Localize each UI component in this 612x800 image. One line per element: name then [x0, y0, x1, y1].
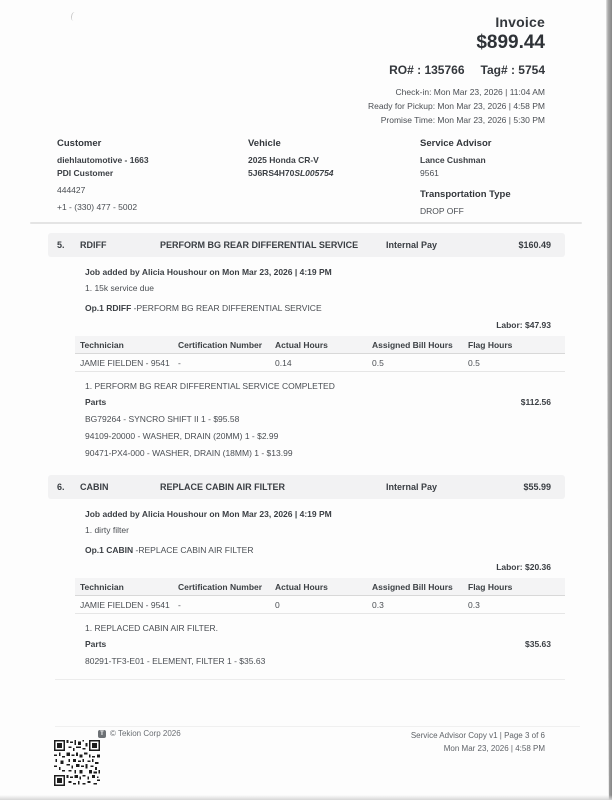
job-added-by: Job added by Alicia Houshour on Mon Mar 23, 2026 | 4:19 PM: [85, 509, 332, 519]
certification-number: -: [178, 599, 181, 610]
job-op-line: Op.1 CABIN -REPLACE CABIN AIR FILTER: [85, 545, 254, 555]
col-technician: Technician: [80, 581, 124, 592]
job-story: 1. PERFORM BG REAR DIFFERENTIAL SERVICE COMPLETED: [85, 381, 335, 391]
technician-table: [75, 578, 565, 614]
flag-hours: 0.3: [468, 599, 480, 610]
service-advisor-section: [420, 138, 565, 218]
job-concern: 1. dirty filter: [85, 525, 129, 535]
job-code: CABIN: [80, 482, 109, 492]
customer-phone: +1 - (330) 477 - 5002: [57, 202, 138, 212]
technician-name: JAMIE FIELDEN - 9541: [80, 357, 170, 368]
promise-time: Promise Time: Mon Mar 23, 2026 | 5:30 PM: [380, 115, 545, 125]
job-amount: $55.99: [523, 482, 551, 492]
job-section-rdiff: [0, 233, 612, 458]
job-labor-total: Labor: $47.93: [496, 320, 551, 330]
service-advisor-label: Service Advisor: [420, 138, 492, 149]
job-end-divider: [55, 679, 565, 680]
job-labor-total: Labor: $20.36: [496, 562, 551, 572]
job-code: RDIFF: [80, 240, 107, 250]
checkin-times: [368, 85, 545, 127]
copyright-text: © Tekion Corp 2026: [110, 729, 181, 738]
checkin-time: Check-in: Mon Mar 23, 2026 | 11:04 AM: [395, 87, 545, 97]
job-header-bar: [48, 475, 565, 499]
footer-copyright: [98, 729, 181, 738]
col-certification-number: Certification Number: [178, 581, 263, 592]
transportation-type-value: DROP OFF: [420, 206, 464, 216]
assigned-bill-hours: 0.3: [372, 599, 384, 610]
parts-total: $112.56: [520, 397, 551, 407]
job-op-line: Op.1 RDIFF -PERFORM BG REAR DIFFERENTIAL SERVICE: [85, 303, 322, 313]
job-pay-type: Internal Pay: [386, 482, 438, 492]
col-assigned-bill-hours: Assigned Bill Hours: [372, 581, 453, 592]
job-added-by: Job added by Alicia Houshour on Mon Mar 23, 2026 | 4:19 PM: [85, 267, 332, 277]
ro-number: RO# : 135766: [389, 63, 465, 77]
ro-tag-line: [368, 63, 545, 77]
parts-label: Parts: [85, 397, 107, 407]
footer-divider: [55, 726, 580, 727]
job-header-bar: [48, 233, 565, 257]
job-concern: 1. 15k service due: [85, 283, 154, 293]
parts-summary-row: [85, 639, 551, 649]
tag-number: Tag# : 5754: [480, 63, 545, 77]
technician-table: [75, 336, 565, 372]
invoice-total-amount: $899.44: [476, 32, 545, 53]
actual-hours: 0: [275, 599, 280, 610]
vehicle-section: [248, 138, 413, 180]
job-number: 6.: [57, 482, 65, 492]
part-line: 94109-20000 - WASHER, DRAIN (20MM) 1 - $2.99: [85, 431, 279, 441]
table-row: [75, 354, 565, 372]
certification-number: -: [178, 357, 181, 368]
parts-summary-row: [85, 397, 551, 407]
invoice-title: Invoice: [495, 14, 545, 30]
col-flag-hours: Flag Hours: [468, 339, 513, 350]
part-line: 80291-TF3-E01 - ELEMENT, FILTER 1 - $35.63: [85, 656, 266, 666]
table-header-row: [75, 578, 565, 596]
section-divider: [30, 222, 582, 224]
col-actual-hours: Actual Hours: [275, 339, 328, 350]
part-line: BG79264 - SYNCRO SHIFT II 1 - $95.58: [85, 414, 240, 424]
job-story: 1. REPLACED CABIN AIR FILTER.: [85, 623, 219, 633]
flag-hours: 0.5: [468, 357, 480, 368]
customer-label: Customer: [57, 138, 102, 149]
parts-label: Parts: [85, 639, 107, 649]
transportation-type-label: Transportation Type: [420, 189, 511, 200]
vehicle-model: 2025 Honda CR-V: [248, 155, 319, 165]
col-actual-hours: Actual Hours: [275, 581, 328, 592]
technician-name: JAMIE FIELDEN - 9541: [80, 599, 170, 610]
print-timestamp: Mon Mar 23, 2026 | 4:58 PM: [443, 744, 545, 753]
job-title: PERFORM BG REAR DIFFERENTIAL SERVICE: [160, 240, 359, 250]
table-header-row: [75, 336, 565, 354]
service-advisor-number: 9561: [420, 168, 439, 178]
customer-number: 444427: [57, 185, 86, 195]
job-title: REPLACE CABIN AIR FILTER: [160, 482, 285, 492]
table-row: [75, 596, 565, 614]
col-assigned-bill-hours: Assigned Bill Hours: [372, 339, 453, 350]
col-flag-hours: Flag Hours: [468, 581, 513, 592]
actual-hours: 0.14: [275, 357, 292, 368]
vehicle-vin: 5J6RS4H70SL005754: [248, 168, 334, 178]
tekion-logo-icon: T: [98, 730, 106, 738]
job-number: 5.: [57, 240, 65, 250]
scan-mark-artifact: [70, 12, 77, 22]
job-pay-type: Internal Pay: [386, 240, 438, 250]
parts-total: $35.63: [525, 639, 551, 649]
qr-code: [54, 740, 100, 786]
invoice-header: [368, 14, 545, 127]
ready-for-pickup-time: Ready for Pickup: Mon Mar 23, 2026 | 4:58 PM: [367, 101, 545, 111]
part-line: 90471-PX4-000 - WASHER, DRAIN (18MM) 1 - $13.99: [85, 448, 293, 458]
copy-version-page: Service Advisor Copy v1 | Page 3 of 6: [410, 731, 545, 740]
service-advisor-name: Lance Cushman: [420, 155, 486, 165]
vehicle-label: Vehicle: [248, 138, 281, 149]
scan-bottom-artifact: [0, 795, 612, 800]
customer-name: diehlautomotive - 1663: [57, 155, 149, 165]
customer-section: [57, 138, 237, 214]
job-section-cabin: [0, 475, 612, 680]
job-amount: $160.49: [518, 240, 551, 250]
customer-type: PDI Customer: [57, 168, 114, 178]
footer-page-info: [411, 729, 545, 755]
assigned-bill-hours: 0.5: [372, 357, 384, 368]
col-certification-number: Certification Number: [178, 339, 263, 350]
col-technician: Technician: [80, 339, 124, 350]
